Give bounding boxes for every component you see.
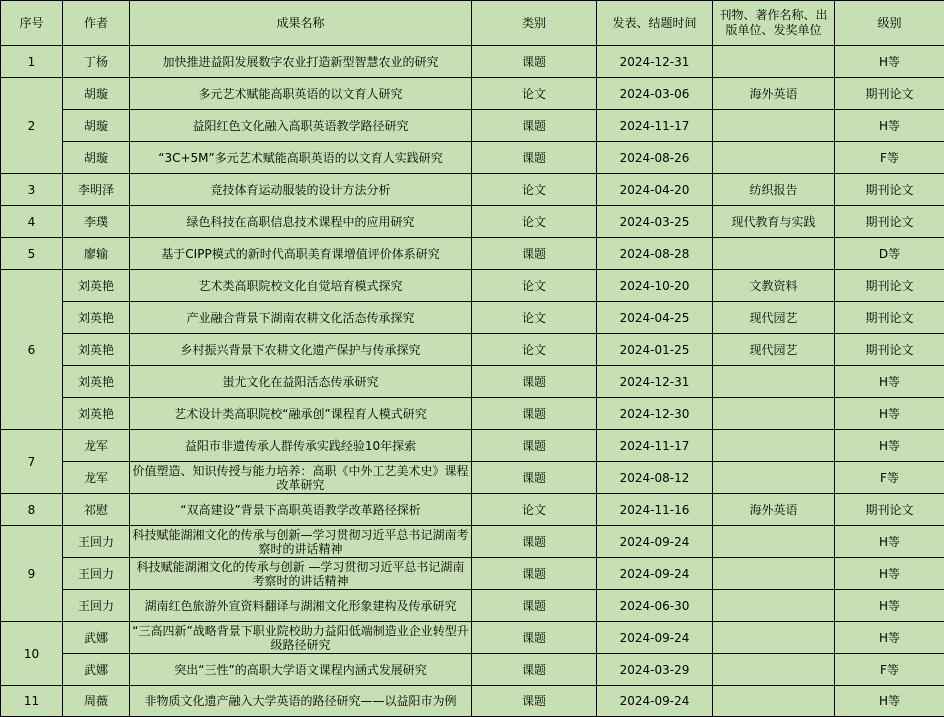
cell-author: 祁慰 — [63, 494, 130, 526]
cell-level: H等 — [835, 526, 944, 558]
cell-category: 课题 — [472, 558, 597, 590]
cell-title: 基于CIPP模式的新时代高职美育课增值评价体系研究 — [130, 238, 472, 270]
cell-seq: 3 — [1, 174, 63, 206]
header-row — [1, 1, 944, 46]
table-row — [1, 526, 944, 558]
cell-title: 科技赋能湖湘文化的传承与创新 —学习贯彻习近平总书记湖南考察时的讲话精神 — [130, 558, 472, 590]
header-publisher: 刊物、著作名称、出版单位、发奖单位 — [713, 1, 835, 46]
cell-publisher — [713, 622, 835, 654]
cell-category: 论文 — [472, 78, 597, 110]
cell-level: F等 — [835, 654, 944, 686]
header-date: 发表、结题时间 — [597, 1, 713, 46]
table-row — [1, 366, 944, 398]
cell-level: H等 — [835, 686, 944, 717]
cell-author: 李璞 — [63, 206, 130, 238]
cell-title: 湖南红色旅游外宣资料翻译与湖湘文化形象建构及传承研究 — [130, 590, 472, 622]
cell-author: 王回力 — [63, 558, 130, 590]
cell-title: 竞技体育运动服装的设计方法分析 — [130, 174, 472, 206]
cell-seq: 8 — [1, 494, 63, 526]
table-row — [1, 622, 944, 654]
cell-date: 2024-03-06 — [597, 78, 713, 110]
cell-date: 2024-12-31 — [597, 46, 713, 78]
cell-level: F等 — [835, 142, 944, 174]
cell-date: 2024-10-20 — [597, 270, 713, 302]
cell-author: 胡璇 — [63, 110, 130, 142]
cell-level: H等 — [835, 110, 944, 142]
cell-publisher — [713, 654, 835, 686]
cell-date: 2024-09-24 — [597, 558, 713, 590]
cell-category: 论文 — [472, 334, 597, 366]
cell-date: 2024-11-16 — [597, 494, 713, 526]
table-row — [1, 78, 944, 110]
table-row — [1, 110, 944, 142]
cell-seq: 6 — [1, 270, 63, 430]
cell-category: 论文 — [472, 494, 597, 526]
cell-title: 科技赋能湖湘文化的传承与创新—学习贯彻习近平总书记湖南考察时的讲话精神 — [130, 526, 472, 558]
cell-title: “双高建设”背景下高职英语教学改革路径探析 — [130, 494, 472, 526]
table-row — [1, 142, 944, 174]
cell-seq: 5 — [1, 238, 63, 270]
cell-author: 龙军 — [63, 462, 130, 494]
cell-publisher — [713, 558, 835, 590]
cell-category: 课题 — [472, 238, 597, 270]
cell-category: 课题 — [472, 46, 597, 78]
cell-date: 2024-08-12 — [597, 462, 713, 494]
cell-level: 期刊论文 — [835, 270, 944, 302]
table-row — [1, 174, 944, 206]
cell-date: 2024-11-17 — [597, 430, 713, 462]
cell-publisher — [713, 110, 835, 142]
cell-level: H等 — [835, 398, 944, 430]
cell-author: 武娜 — [63, 654, 130, 686]
cell-date: 2024-08-28 — [597, 238, 713, 270]
cell-author: 刘英艳 — [63, 366, 130, 398]
cell-title: 价值塑造、知识传授与能力培养：高职《中外工艺美术史》课程改革研究 — [130, 462, 472, 494]
cell-date: 2024-11-17 — [597, 110, 713, 142]
cell-date: 2024-09-24 — [597, 686, 713, 717]
cell-publisher: 文教资料 — [713, 270, 835, 302]
cell-author: 刘英艳 — [63, 398, 130, 430]
cell-category: 论文 — [472, 174, 597, 206]
table-row — [1, 270, 944, 302]
cell-seq: 11 — [1, 686, 63, 717]
table-row — [1, 206, 944, 238]
cell-date: 2024-09-24 — [597, 622, 713, 654]
cell-level: H等 — [835, 590, 944, 622]
cell-seq: 4 — [1, 206, 63, 238]
table-row — [1, 46, 944, 78]
cell-category: 课题 — [472, 622, 597, 654]
cell-author: 刘英艳 — [63, 334, 130, 366]
cell-date: 2024-09-24 — [597, 526, 713, 558]
cell-publisher — [713, 686, 835, 717]
cell-publisher: 海外英语 — [713, 494, 835, 526]
cell-category: 课题 — [472, 110, 597, 142]
cell-level: 期刊论文 — [835, 174, 944, 206]
cell-category: 论文 — [472, 302, 597, 334]
cell-title: 艺术设计类高职院校“融承创”课程育人模式研究 — [130, 398, 472, 430]
header-level: 级别 — [835, 1, 944, 46]
cell-level: H等 — [835, 430, 944, 462]
table-row — [1, 686, 944, 717]
cell-category: 课题 — [472, 686, 597, 717]
cell-seq: 1 — [1, 46, 63, 78]
cell-title: 艺术类高职院校文化自觉培育模式探究 — [130, 270, 472, 302]
cell-title: 绿色科技在高职信息技术课程中的应用研究 — [130, 206, 472, 238]
cell-title: “3C+5M”多元艺术赋能高职英语的以文育人实践研究 — [130, 142, 472, 174]
cell-level: D等 — [835, 238, 944, 270]
cell-publisher: 现代园艺 — [713, 302, 835, 334]
cell-publisher: 海外英语 — [713, 78, 835, 110]
cell-level: 期刊论文 — [835, 302, 944, 334]
cell-author: 王回力 — [63, 590, 130, 622]
cell-publisher — [713, 398, 835, 430]
cell-title: 产业融合背景下湖南农耕文化活态传承探究 — [130, 302, 472, 334]
cell-publisher — [713, 238, 835, 270]
cell-seq: 7 — [1, 430, 63, 494]
cell-seq: 2 — [1, 78, 63, 174]
cell-category: 课题 — [472, 430, 597, 462]
cell-seq: 9 — [1, 526, 63, 622]
cell-level: H等 — [835, 46, 944, 78]
cell-level: H等 — [835, 366, 944, 398]
header-author: 作者 — [63, 1, 130, 46]
cell-publisher — [713, 142, 835, 174]
table-row — [1, 654, 944, 686]
cell-category: 论文 — [472, 206, 597, 238]
cell-publisher — [713, 462, 835, 494]
cell-date: 2024-03-25 — [597, 206, 713, 238]
cell-category: 课题 — [472, 654, 597, 686]
table-row — [1, 398, 944, 430]
cell-title: 益阳红色文化融入高职英语教学路径研究 — [130, 110, 472, 142]
cell-publisher — [713, 366, 835, 398]
cell-publisher — [713, 46, 835, 78]
cell-seq: 10 — [1, 622, 63, 686]
header-category: 类别 — [472, 1, 597, 46]
table-row — [1, 430, 944, 462]
cell-author: 刘英艳 — [63, 302, 130, 334]
cell-author: 胡璇 — [63, 142, 130, 174]
cell-title: 加快推进益阳发展数字农业打造新型智慧农业的研究 — [130, 46, 472, 78]
cell-publisher: 现代园艺 — [713, 334, 835, 366]
cell-publisher: 纺织报告 — [713, 174, 835, 206]
cell-author: 刘英艳 — [63, 270, 130, 302]
header-seq: 序号 — [1, 1, 63, 46]
cell-author: 丁杨 — [63, 46, 130, 78]
cell-title: 蚩尤文化在益阳活态传承研究 — [130, 366, 472, 398]
cell-title: “三高四新”战略背景下职业院校助力益阳低端制造业企业转型升级路径研究 — [130, 622, 472, 654]
cell-level: 期刊论文 — [835, 494, 944, 526]
cell-title: 非物质文化遗产融入大学英语的路径研究——以益阳市为例 — [130, 686, 472, 717]
cell-title: 益阳市非遗传承人群传承实践经验10年探索 — [130, 430, 472, 462]
cell-date: 2024-01-25 — [597, 334, 713, 366]
cell-level: H等 — [835, 558, 944, 590]
cell-publisher — [713, 430, 835, 462]
cell-date: 2024-08-26 — [597, 142, 713, 174]
cell-author: 周薇 — [63, 686, 130, 717]
cell-category: 课题 — [472, 462, 597, 494]
header-title: 成果名称 — [130, 1, 472, 46]
cell-title: 多元艺术赋能高职英语的以文育人研究 — [130, 78, 472, 110]
table-row — [1, 238, 944, 270]
cell-category: 课题 — [472, 142, 597, 174]
cell-publisher: 现代教育与实践 — [713, 206, 835, 238]
cell-date: 2024-12-30 — [597, 398, 713, 430]
table-row — [1, 334, 944, 366]
cell-category: 课题 — [472, 398, 597, 430]
cell-title: 突出“三性”的高职大学语文课程内涵式发展研究 — [130, 654, 472, 686]
cell-category: 课题 — [472, 366, 597, 398]
cell-level: 期刊论文 — [835, 78, 944, 110]
table-row — [1, 590, 944, 622]
table-body — [1, 46, 944, 717]
table-row — [1, 558, 944, 590]
cell-category: 论文 — [472, 270, 597, 302]
cell-level: 期刊论文 — [835, 206, 944, 238]
cell-author: 王回力 — [63, 526, 130, 558]
cell-author: 李明泽 — [63, 174, 130, 206]
cell-date: 2024-04-20 — [597, 174, 713, 206]
cell-category: 课题 — [472, 590, 597, 622]
cell-publisher — [713, 590, 835, 622]
cell-level: F等 — [835, 462, 944, 494]
cell-category: 课题 — [472, 526, 597, 558]
table-row — [1, 302, 944, 334]
cell-author: 武娜 — [63, 622, 130, 654]
cell-date: 2024-03-29 — [597, 654, 713, 686]
cell-date: 2024-06-30 — [597, 590, 713, 622]
cell-date: 2024-04-25 — [597, 302, 713, 334]
cell-author: 廖输 — [63, 238, 130, 270]
cell-level: 期刊论文 — [835, 334, 944, 366]
cell-date: 2024-12-31 — [597, 366, 713, 398]
cell-author: 胡璇 — [63, 78, 130, 110]
table-row — [1, 462, 944, 494]
cell-author: 龙军 — [63, 430, 130, 462]
cell-level: H等 — [835, 622, 944, 654]
cell-title: 乡村振兴背景下农耕文化遗产保护与传承探究 — [130, 334, 472, 366]
table-row — [1, 494, 944, 526]
cell-publisher — [713, 526, 835, 558]
